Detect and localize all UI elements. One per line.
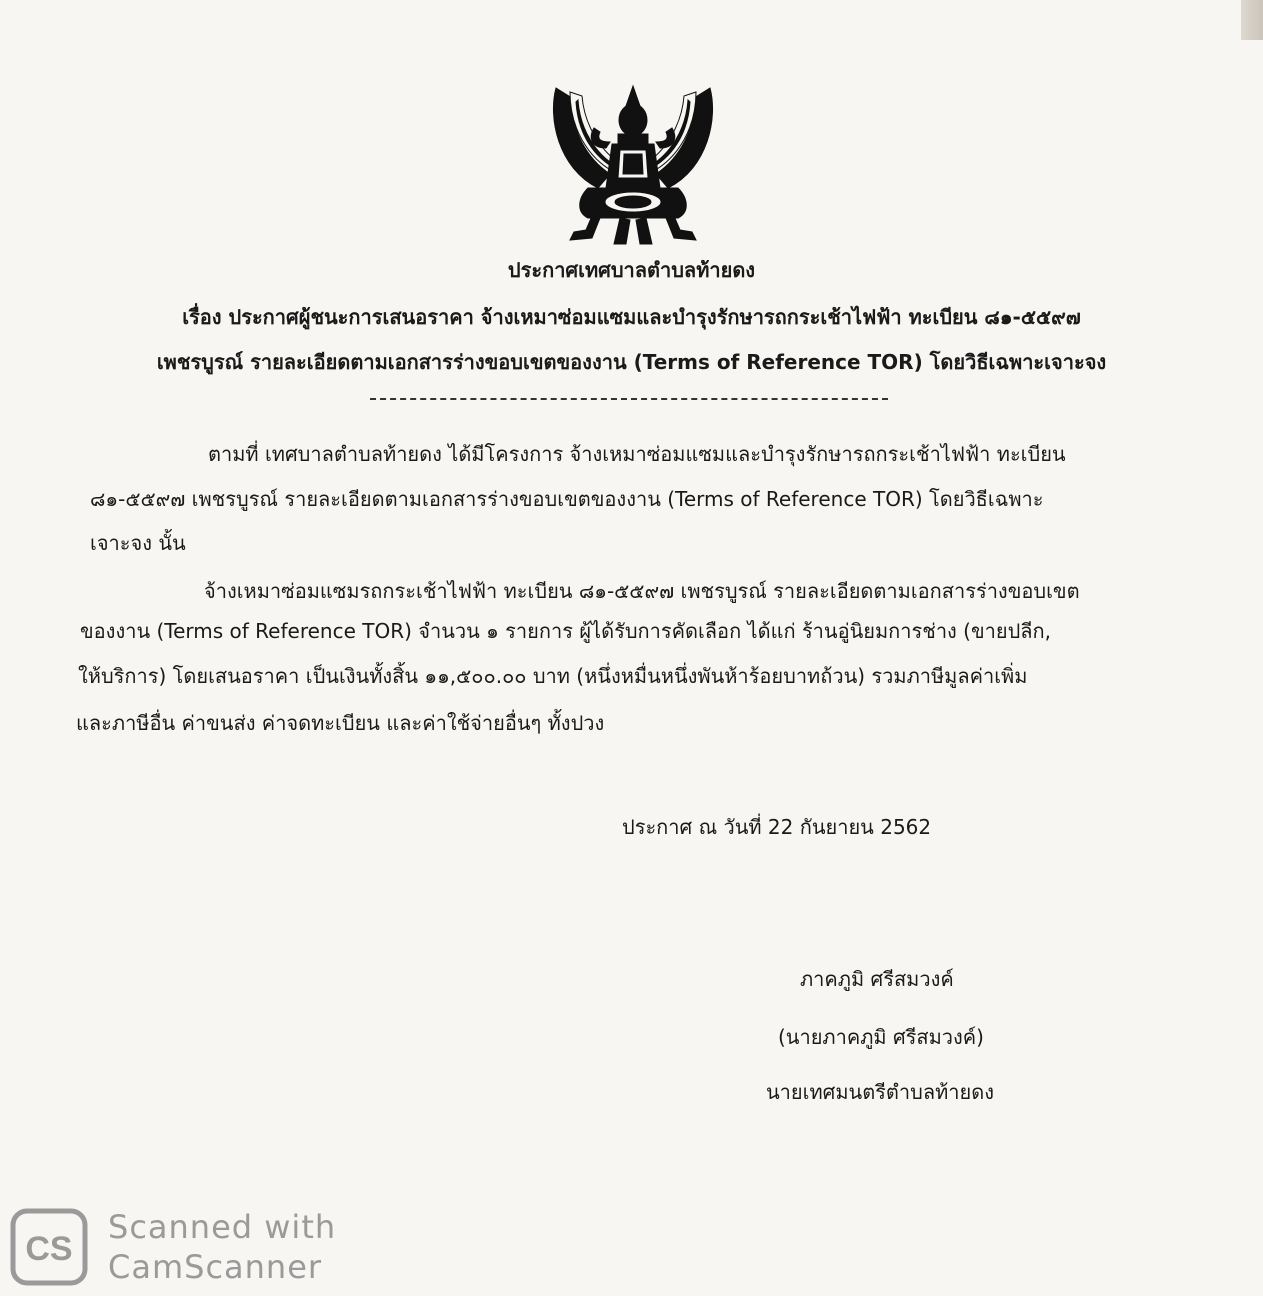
separator-dashed-line <box>370 398 888 400</box>
subject-line-2: เพชรบูรณ์ รายละเอียดตามเอกสารร่างขอบเขตของงาน (Terms of Reference TOR) โดยวิธีเฉพาะเจาะจง <box>156 350 1107 374</box>
para2-line-4: และภาษีอื่น ค่าขนส่ง ค่าจดทะเบียน และค่าใช้จ่ายอื่นๆ ทั้งปวง <box>76 711 605 735</box>
camscanner-logo-icon <box>10 1208 88 1286</box>
announcement-org-title: ประกาศเทศบาลตำบลท้ายดง <box>507 258 756 282</box>
announcement-date: ประกาศ ณ วันที่ 22 กันยายน 2562 <box>622 815 932 839</box>
signatory-position: นายเทศมนตรีตำบลท้ายดง <box>766 1080 994 1104</box>
watermark-line-1: Scanned with <box>108 1208 337 1246</box>
signatory-name: (นายภาคภูมิ ศรีสมวงค์) <box>778 1025 984 1049</box>
page-edge-shadow <box>1241 0 1263 40</box>
signature: ภาคภูมิ ศรีสมวงค์ <box>800 967 954 991</box>
para2-line-2: ของงาน (Terms of Reference TOR) จำนวน ๑ รายการ ผู้ได้รับการคัดเลือก ได้แก่ ร้านอู่นิยมการช่าง (ขายปลีก, <box>80 619 1052 643</box>
camscanner-logo-text: CS <box>25 1230 73 1268</box>
para1-line-1: ตามที่ เทศบาลตำบลท้ายดง ได้มีโครงการ จ้างเหมาซ่อมแซมและบำรุงรักษารถกระเช้าไฟฟ้า ทะเบียน <box>208 442 1066 466</box>
garuda-emblem-icon <box>548 78 718 250</box>
para1-line-2: ๘๑-๕๕๙๗ เพชรบูรณ์ รายละเอียดตามเอกสารร่างขอบเขตของงาน (Terms of Reference TOR) โดยวิธีเฉพาะ <box>90 487 1044 511</box>
para2-line-1: จ้างเหมาซ่อมแซมรถกระเช้าไฟฟ้า ทะเบียน ๘๑-๕๕๙๗ เพชรบูรณ์ รายละเอียดตามเอกสารร่างขอบเขต <box>204 579 1080 603</box>
para1-line-3: เจาะจง นั้น <box>90 531 186 555</box>
para2-line-3: ให้บริการ) โดยเสนอราคา เป็นเงินทั้งสิ้น ๑๑,๕๐๐.๐๐ บาท (หนึ่งหมื่นหนึ่งพันห้าร้อยบาทถ้วน) รวมภาษีมูลค่าเพิ่ม <box>78 664 1028 688</box>
subject-line-1: เรื่อง ประกาศผู้ชนะการเสนอราคา จ้างเหมาซ่อมแซมและบำรุงรักษารถกระเช้าไฟฟ้า ทะเบียน ๘๑-๕๕๙๗ <box>182 305 1081 329</box>
watermark-line-2: CamScanner <box>108 1248 323 1286</box>
